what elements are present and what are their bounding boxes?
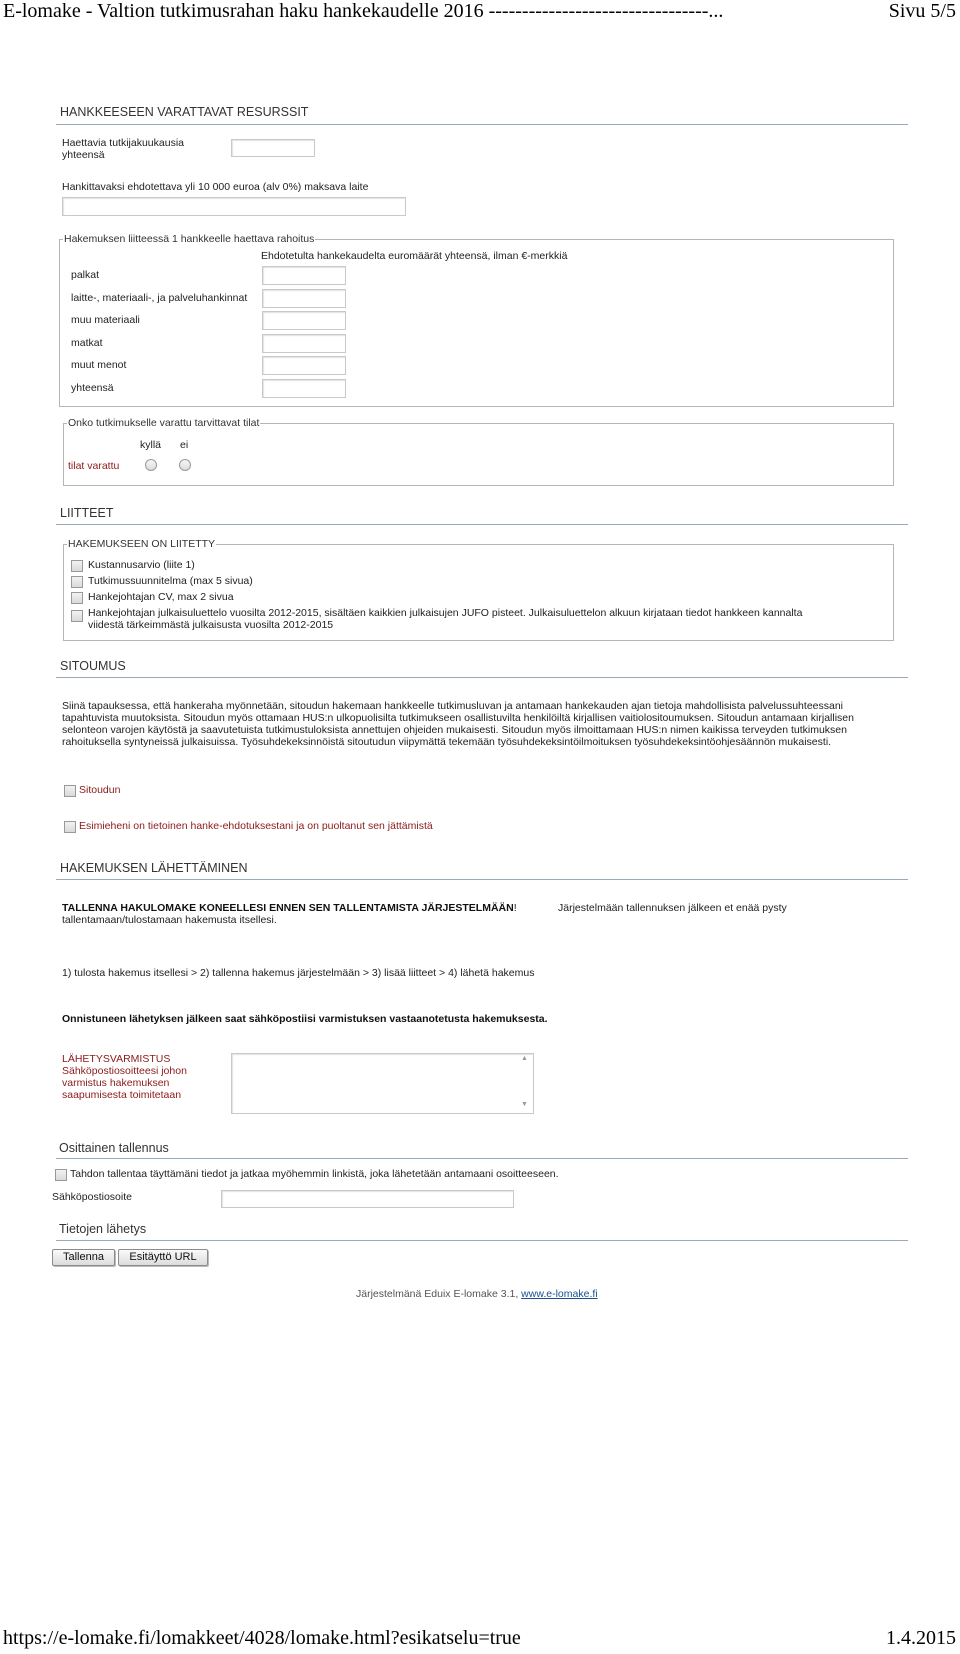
funding-row-label-total: yhteensä (71, 382, 114, 394)
save-button[interactable]: Tallenna (52, 1249, 115, 1266)
funding-input-total[interactable] (262, 379, 346, 398)
confirmation-email-label-line2: Sähköpostiosoitteesi johon (62, 1065, 187, 1077)
funding-row-label-travel: matkat (71, 337, 103, 349)
commitment-text-line3: selonteon varojen käytöstä ja saavutetuista tutkimustuloksista annettujen ohjeiden mukaisesti. Sitoudun myös ilmoittamaan HUS:n nimen kaikissa terveyden tutkimuksen (62, 724, 847, 736)
submit-section-title: Tietojen lähetys (59, 1222, 147, 1236)
sending-section-title: HAKEMUKSEN LÄHETTÄMINEN (60, 861, 248, 875)
textarea-scroll-up-icon[interactable]: ▲ (521, 1055, 528, 1062)
attachment-label-plan: Tutkimussuunnitelma (max 5 sivua) (88, 575, 253, 587)
confirmation-email-label-line1: LÄHETYSVARMISTUS (62, 1053, 171, 1065)
system-footer-text: Järjestelmänä Eduix E-lomake 3.1, (356, 1288, 522, 1300)
partial-save-email-input[interactable] (221, 1190, 514, 1208)
facilities-no-radio[interactable] (179, 459, 191, 471)
attachment-checkbox-cv[interactable] (71, 592, 83, 604)
facilities-row-label: tilat varattu (68, 460, 120, 472)
page-footer-date: 1.4.2015 (886, 1627, 956, 1649)
partial-save-divider (56, 1158, 908, 1159)
save-warning-bold: TALLENNA HAKULOMAKE KONEELLESI ENNEN SEN TALLENTAMISTA JÄRJESTELMÄÄN (62, 902, 514, 914)
months-label-line2: yhteensä (62, 149, 105, 161)
funding-row-label-salaries: palkat (71, 269, 100, 281)
sending-divider (56, 879, 908, 880)
funding-input-salaries[interactable] (262, 266, 346, 285)
partial-save-checkbox-label: Tahdon tallentaa täyttämäni tiedot ja jatkaa myöhemmin linkistä, joka lähetetään antamaani osoitteeseen. (70, 1168, 559, 1180)
attachment-label-cv: Hankejohtajan CV, max 2 sivua (88, 591, 234, 603)
resources-section-title: HANKKEESEEN VARATTAVAT RESURSSIT (60, 105, 309, 119)
save-warning-line1 (62, 902, 517, 914)
confirmation-notice: Onnistuneen lähetyksen jälkeen saat sähköpostiisi varmistuksen vastaanotetusta hakemuksesta. (62, 1013, 548, 1025)
commitment-text-line2: tapahtuvista muutoksista. Sitoudun myös ottamaan HUS:n ulkopuolisilta tutkimukseen osallistuvilta henkilöiltä kirjallisen vaitiolositoumuksen. Sitoudun antamaan kirjallisen (62, 712, 854, 724)
supervisor-approval-label: Esimieheni on tietoinen hanke-ehdotuksestani ja on puoltanut sen jättämistä (79, 820, 433, 832)
commitment-text-line1: Siinä tapauksessa, että hankeraha myönnetään, sitoudun hakemaan hankkeelle tutkimusluvan ja antamaan hankekauden ajan tietoja mahdollisista palvelussuhteessani (62, 700, 844, 712)
funding-row-label-materials: muu materiaali (71, 314, 140, 326)
save-warning-line2: tallentamaan/tulostamaan hakemusta itsellesi. (62, 914, 277, 926)
save-warning-exclamation: ! (513, 902, 517, 914)
confirmation-email-textarea[interactable] (231, 1053, 534, 1114)
commitment-section-title: SITOUMUS (60, 659, 126, 673)
attachment-checkbox-plan[interactable] (71, 576, 83, 588)
commitment-text-line4: rahoituksella syntyneissä julkaisuissa. Työsuhdekeksinnöistä sitoutudun viipymättä tekemään työsuhdekeksintöilmoituksen työsuhdekeksintöohjesäännön mukaisesti. (62, 736, 832, 748)
funding-row-label-other: muut menot (71, 359, 127, 371)
months-label-line1: Haettavia tutkijakuukausia (62, 137, 184, 149)
resources-divider (56, 124, 908, 125)
attachment-label-publications-line2: viidestä tärkeimmästä julkaisusta vuosilta 2012-2015 (88, 619, 334, 631)
facilities-yes-header: kyllä (140, 439, 162, 451)
funding-row-label-equipment: laitte-, materiaali-, ja palveluhankinnat (71, 292, 248, 304)
funding-legend: Hakemuksen liitteessä 1 hankkeelle haettava rahoitus (64, 233, 315, 245)
funding-input-materials[interactable] (262, 311, 346, 330)
partial-save-checkbox[interactable] (55, 1169, 67, 1181)
attachment-label-publications-line1: Hankejohtajan julkaisuluettelo vuosilta 2012-2015, sisältäen kaikkien julkaisujen JUFO pisteet. Julkaisuluettelon alkuun kirjataan tiedot hankkeen kannalta (88, 607, 803, 619)
system-footer (356, 1288, 598, 1300)
attachment-label-budget: Kustannusarvio (liite 1) (88, 559, 195, 571)
funding-input-travel[interactable] (262, 334, 346, 353)
facilities-legend: Onko tutkimukselle varattu tarvittavat tilat (68, 417, 260, 429)
prefill-url-button[interactable]: Esitäyttö URL (118, 1249, 208, 1266)
device-input[interactable] (62, 197, 406, 216)
facilities-yes-radio[interactable] (145, 459, 157, 471)
funding-input-other[interactable] (262, 356, 346, 375)
page-header-title: E-lomake - Valtion tutkimusrahan haku hankekaudelle 2016 ---------------------------------... (3, 0, 724, 22)
submit-divider (56, 1240, 908, 1241)
facilities-fieldset (63, 417, 894, 486)
confirmation-email-label-line4: saapumisesta toimitetaan (62, 1089, 182, 1101)
device-label: Hankittavaksi ehdotettava yli 10 000 euroa (alv 0%) maksava laite (62, 181, 369, 193)
page-header-page-number: Sivu 5/5 (888, 0, 956, 22)
months-input[interactable] (231, 139, 315, 157)
facilities-no-header: ei (180, 439, 189, 451)
confirmation-email-label-line3: varmistus hakemuksen (62, 1077, 170, 1089)
page-footer-url: https://e-lomake.fi/lomakkeet/4028/lomake.html?esikatselu=true (3, 1627, 521, 1649)
attachments-divider (56, 524, 908, 525)
attachment-checkbox-publications[interactable] (71, 610, 83, 622)
commitment-checkbox[interactable] (64, 785, 76, 797)
supervisor-approval-checkbox[interactable] (64, 821, 76, 833)
commitment-checkbox-label: Sitoudun (79, 784, 121, 796)
attachment-checkbox-budget[interactable] (71, 560, 83, 572)
attachments-legend: HAKEMUKSEEN ON LIITETTY (68, 538, 216, 550)
sending-steps: 1) tulosta hakemus itsellesi > 2) tallenna hakemus järjestelmään > 3) lisää liitteet > 4) lähetä hakemus (62, 967, 535, 979)
partial-save-title: Osittainen tallennus (59, 1141, 169, 1155)
partial-save-email-label: Sähköpostiosoite (52, 1191, 132, 1203)
attachments-section-title: LIITTEET (60, 506, 114, 520)
e-lomake-link[interactable]: www.e-lomake.fi (521, 1288, 598, 1300)
textarea-scroll-down-icon[interactable]: ▼ (521, 1101, 528, 1108)
save-warning-right-note: Järjestelmään tallennuksen jälkeen et enää pysty (558, 902, 787, 914)
funding-column-header: Ehdotetulta hankekaudelta euromäärät yhteensä, ilman €-merkkiä (261, 250, 568, 262)
funding-input-equipment[interactable] (262, 289, 346, 308)
commitment-divider (56, 677, 908, 678)
